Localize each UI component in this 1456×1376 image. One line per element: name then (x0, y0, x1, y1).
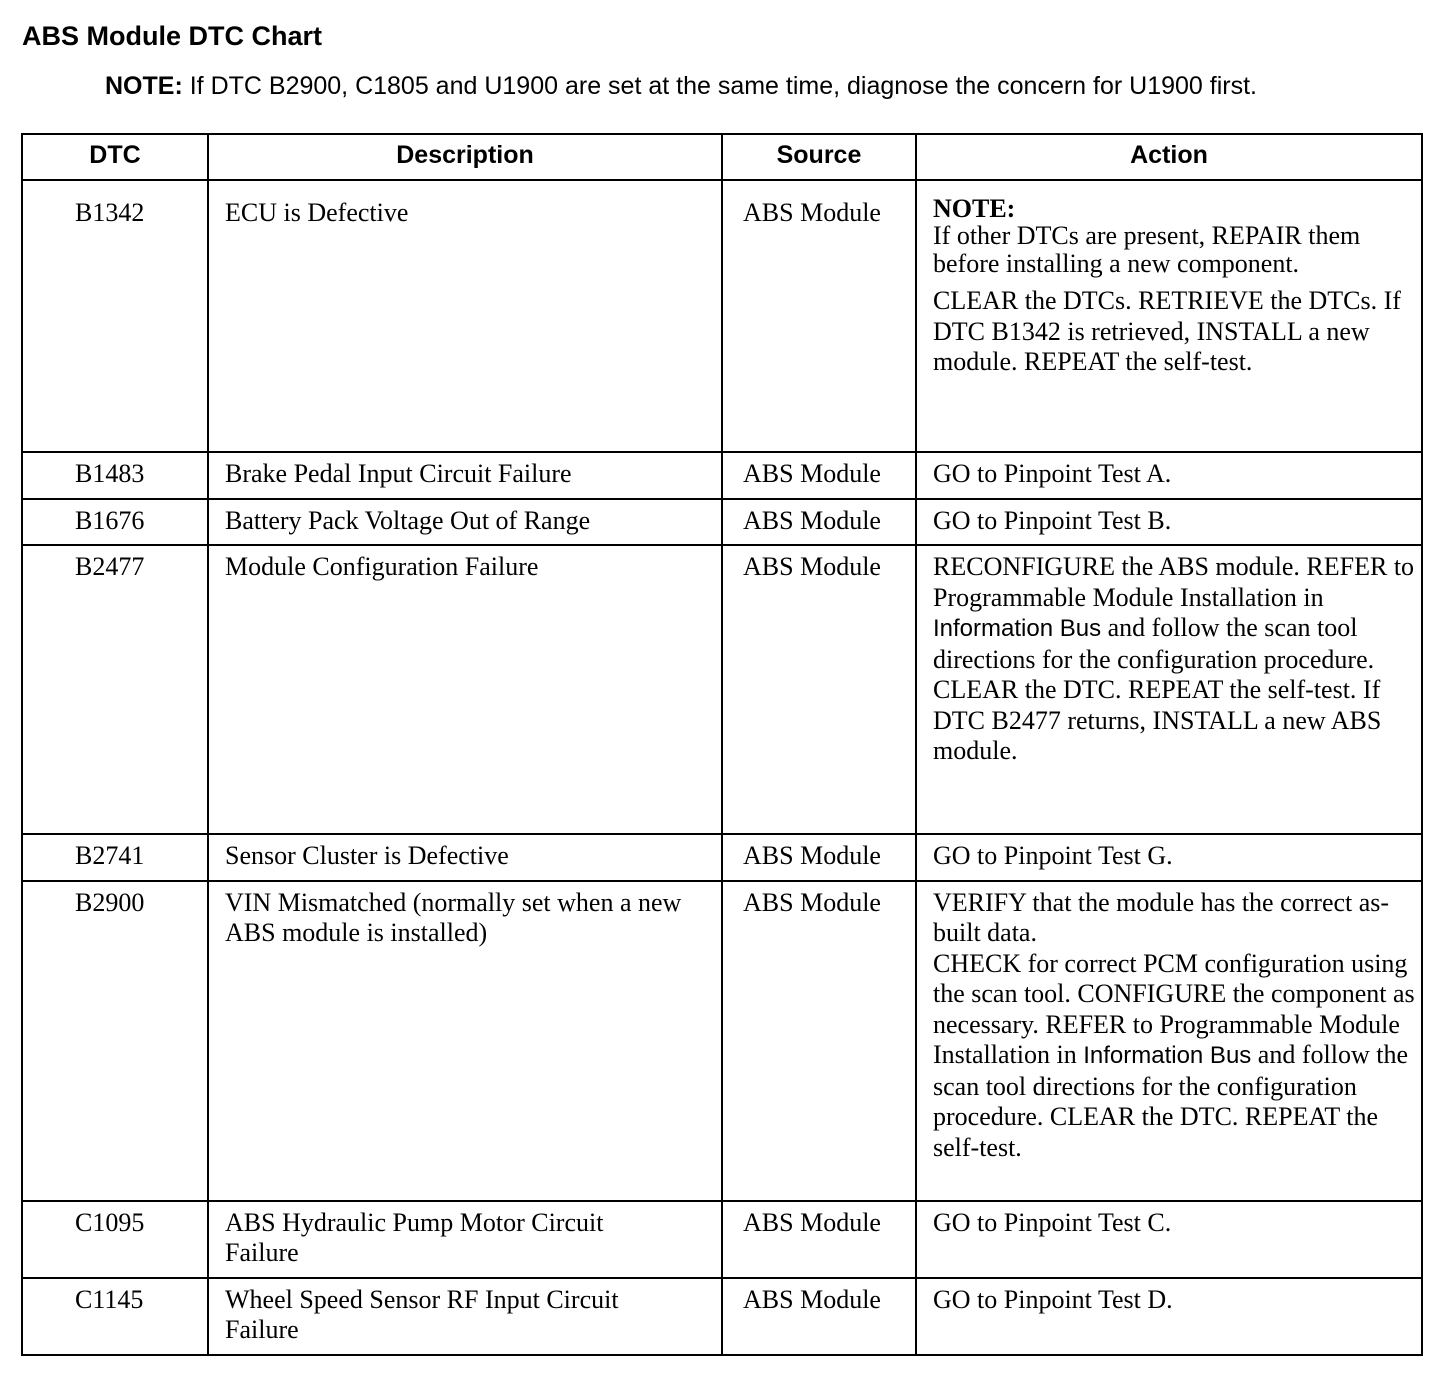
dtc-code: B2741 (22, 834, 208, 881)
action-text: CLEAR the DTCs. RETRIEVE the DTCs. If DTC B1342 is retrieved, INSTALL a new module. REPEAT the self-test. (933, 286, 1401, 376)
manual-reference: Information Bus (1083, 1042, 1252, 1069)
dtc-source: ABS Module (722, 180, 916, 452)
dtc-action (916, 545, 1422, 834)
action-note-text: If other DTCs are present, REPAIR them before installing a new component. (933, 221, 1361, 278)
table-row (22, 452, 1422, 499)
note-text: If DTC B2900, C1805 and U1900 are set at the same time, diagnose the concern for U1900 first. (182, 72, 1257, 100)
header-source: Source (722, 134, 916, 180)
manual-reference: Information Bus (933, 615, 1102, 642)
table-row (22, 1201, 1422, 1278)
dtc-action: GO to Pinpoint Test C. (916, 1201, 1422, 1278)
dtc-action: GO to Pinpoint Test D. (916, 1278, 1422, 1355)
dtc-action: GO to Pinpoint Test A. (916, 452, 1422, 499)
dtc-code: B2477 (22, 545, 208, 834)
dtc-description: Brake Pedal Input Circuit Failure (208, 452, 722, 499)
action-text: VERIFY that the module has the correct as-built data. (933, 887, 1390, 947)
table-row (22, 834, 1422, 881)
note-block (105, 72, 1305, 100)
header-action: Action (916, 134, 1422, 180)
table-row (22, 180, 1422, 452)
header-description: Description (208, 134, 722, 180)
dtc-code: B1342 (22, 180, 208, 452)
dtc-source: ABS Module (722, 881, 916, 1201)
dtc-code: B2900 (22, 881, 208, 1201)
dtc-source: ABS Module (722, 1201, 916, 1278)
dtc-code: C1145 (22, 1278, 208, 1355)
action-text-end: and follow the scan tool directions for the configuration procedure. CLEAR the DTC. REPEAT the self-test. (933, 1040, 1408, 1162)
dtc-action: GO to Pinpoint Test B. (916, 499, 1422, 546)
dtc-description: ECU is Defective (208, 180, 722, 452)
dtc-description: Module Configuration Failure (208, 545, 722, 834)
dtc-source: ABS Module (722, 834, 916, 881)
dtc-description: ABS Hydraulic Pump Motor Circuit Failure (208, 1201, 722, 1278)
dtc-table (21, 133, 1423, 1356)
dtc-description: Battery Pack Voltage Out of Range (208, 499, 722, 546)
dtc-description: VIN Mismatched (normally set when a new ABS module is installed) (208, 881, 722, 1201)
dtc-action (916, 180, 1422, 452)
action-text-continued: CHECK for correct PCM configuration using the scan tool. CONFIGURE the component as necessary. REFER to Programmable Module Installation in (933, 948, 1415, 1069)
action-text-continued: and follow the scan tool directions for the configuration procedure. CLEAR the DTC. REPEAT the self-test. If DTC B2477 returns, INSTALL a new ABS module. (933, 613, 1382, 765)
dtc-code: B1676 (22, 499, 208, 546)
header-dtc: DTC (22, 134, 208, 180)
table-row (22, 499, 1422, 546)
action-note-label: NOTE: (933, 194, 1016, 223)
dtc-code: C1095 (22, 1201, 208, 1278)
dtc-action: GO to Pinpoint Test G. (916, 834, 1422, 881)
dtc-source: ABS Module (722, 545, 916, 834)
dtc-description: Sensor Cluster is Defective (208, 834, 722, 881)
table-row (22, 545, 1422, 834)
dtc-source: ABS Module (722, 452, 916, 499)
dtc-description: Wheel Speed Sensor RF Input Circuit Failure (208, 1278, 722, 1355)
table-row (22, 881, 1422, 1201)
action-text: RECONFIGURE the ABS module. REFER to Programmable Module Installation in (933, 552, 1415, 612)
page-title: ABS Module DTC Chart (22, 21, 322, 51)
dtc-source: ABS Module (722, 1278, 916, 1355)
dtc-source: ABS Module (722, 499, 916, 546)
table-row (22, 1278, 1422, 1355)
dtc-code: B1483 (22, 452, 208, 499)
table-header-row (22, 134, 1422, 180)
dtc-action (916, 881, 1422, 1201)
note-label: NOTE: (105, 72, 183, 100)
